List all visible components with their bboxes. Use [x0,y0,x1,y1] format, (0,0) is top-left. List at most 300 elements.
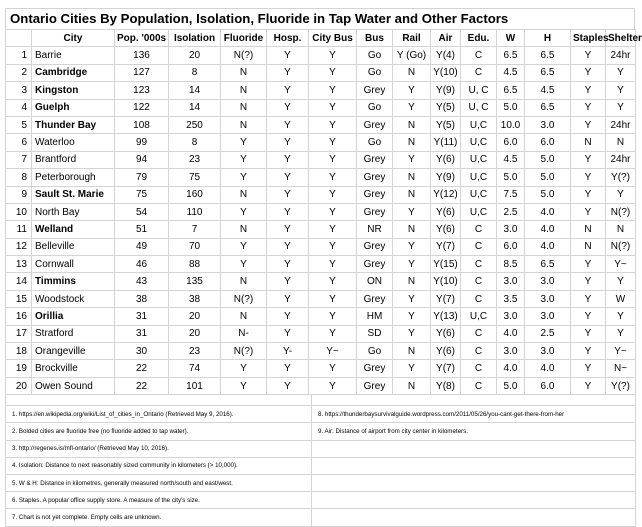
fluoride-cell: Y [221,203,267,220]
city-bus-cell: Y [309,377,357,394]
fluoride-cell: N [221,116,267,133]
air-cell: Y(6) [431,325,461,342]
table-row [6,238,636,255]
city-name: Guelph [32,99,115,116]
isolation-cell: 20 [169,308,221,325]
population-cell: 31 [115,308,169,325]
education-cell: C [461,290,497,307]
education-cell: U,C [461,169,497,186]
air-cell: Y(9) [431,82,461,99]
width-cell: 6.0 [497,134,525,151]
city-name: Thunder Bay [32,116,115,133]
table-row [6,290,636,307]
row-number: 1 [6,47,32,64]
city-bus-cell: Y [309,360,357,377]
population-cell: 38 [115,290,169,307]
education-cell: C [461,343,497,360]
hospital-cell: Y [267,256,309,273]
bus-cell: HM [357,308,393,325]
footnote-right: 9. Air: Distance of airport from city center in kilometers. [312,423,636,440]
row-number: 10 [6,203,32,220]
rail-cell: N [393,221,431,238]
shelter-cell: 24hr [606,47,636,64]
staples-cell: Y [571,290,606,307]
education-cell: U,C [461,116,497,133]
hospital-cell: Y [267,116,309,133]
city-name: Orillia [32,308,115,325]
width-cell: 4.5 [497,64,525,81]
population-cell: 54 [115,203,169,220]
isolation-cell: 8 [169,134,221,151]
footnote-right [312,440,636,457]
row-number: 14 [6,273,32,290]
rail-cell: Y (Go) [393,47,431,64]
width-cell: 6.0 [497,238,525,255]
education-cell: U, C [461,82,497,99]
education-cell: C [461,273,497,290]
width-cell: 6.5 [497,47,525,64]
width-cell: 4.0 [497,360,525,377]
notes-row [6,423,636,440]
bus-cell: Grey [357,377,393,394]
shelter-cell: Y [606,308,636,325]
width-cell: 4.5 [497,151,525,168]
city-name: Barrie [32,47,115,64]
column-header: Isolation [169,30,221,47]
city-bus-cell: Y [309,64,357,81]
city-bus-cell: Y [309,273,357,290]
rail-cell: Y [393,151,431,168]
rail-cell: N [393,186,431,203]
bus-cell: Grey [357,238,393,255]
row-number: 19 [6,360,32,377]
fluoride-cell: Y [221,256,267,273]
staples-cell: Y [571,273,606,290]
air-cell: Y(7) [431,290,461,307]
height-cell: 5.0 [525,186,571,203]
shelter-cell: 24hr [606,116,636,133]
air-cell: Y(5) [431,116,461,133]
shelter-cell: N [606,134,636,151]
city-name: Sault St. Marie [32,186,115,203]
staples-cell: N [571,238,606,255]
bus-cell: Go [357,64,393,81]
population-cell: 136 [115,47,169,64]
height-cell: 4.5 [525,82,571,99]
rail-cell: Y [393,203,431,220]
bus-cell: ON [357,273,393,290]
row-number: 8 [6,169,32,186]
column-header: City [32,30,115,47]
bus-cell: Go [357,343,393,360]
bus-cell: NR [357,221,393,238]
row-number: 9 [6,186,32,203]
footnote-right [312,509,636,526]
shelter-cell: N(?) [606,203,636,220]
bus-cell: Grey [357,360,393,377]
city-bus-cell: Y [309,221,357,238]
isolation-cell: 7 [169,221,221,238]
city-bus-cell: Y~ [309,343,357,360]
isolation-cell: 14 [169,99,221,116]
fluoride-cell: Y [221,238,267,255]
shelter-cell: N(?) [606,238,636,255]
education-cell: U,C [461,308,497,325]
footnote-left: 6. Staples. A popular office supply store. A measure of the city's size. [6,492,312,509]
education-cell: C [461,325,497,342]
fluoride-cell: N [221,82,267,99]
bus-cell: Grey [357,169,393,186]
rail-cell: N [393,377,431,394]
column-header: W [497,30,525,47]
hospital-cell: Y [267,308,309,325]
population-cell: 108 [115,116,169,133]
shelter-cell: Y [606,273,636,290]
education-cell: C [461,377,497,394]
notes-body [6,406,636,526]
hospital-cell: Y [267,47,309,64]
staples-cell: Y [571,256,606,273]
width-cell: 6.5 [497,82,525,99]
width-cell: 3.0 [497,343,525,360]
height-cell: 2.5 [525,325,571,342]
education-cell: C [461,360,497,377]
table-row [6,377,636,394]
height-cell: 3.0 [525,116,571,133]
bus-cell: SD [357,325,393,342]
rail-cell: Y [393,238,431,255]
city-name: Kingston [32,82,115,99]
isolation-cell: 23 [169,343,221,360]
isolation-cell: 70 [169,238,221,255]
city-bus-cell: Y [309,151,357,168]
isolation-cell: 75 [169,169,221,186]
education-cell: U,C [461,134,497,151]
height-cell: 6.5 [525,47,571,64]
fluoride-cell: Y [221,169,267,186]
staples-cell: Y [571,360,606,377]
table-row [6,343,636,360]
bus-cell: Go [357,99,393,116]
staples-cell: Y [571,47,606,64]
city-name: Welland [32,221,115,238]
bus-cell: Grey [357,290,393,307]
isolation-cell: 23 [169,151,221,168]
city-name: Timmins [32,273,115,290]
city-name: Cornwall [32,256,115,273]
column-header: Pop. '000s [115,30,169,47]
table-row [6,47,636,64]
air-cell: Y(15) [431,256,461,273]
hospital-cell: Y [267,221,309,238]
population-cell: 22 [115,360,169,377]
row-number: 6 [6,134,32,151]
staples-cell: Y [571,377,606,394]
sheet-title: Ontario Cities By Population, Isolation, Fluoride in Tap Water and Other Factors [5,8,635,29]
population-cell: 31 [115,325,169,342]
footnote-left: 2. Bolded cities are fluoride free (no fluoride added to tap water). [6,423,312,440]
air-cell: Y(8) [431,377,461,394]
fluoride-cell: N(?) [221,290,267,307]
rail-cell: Y [393,308,431,325]
city-bus-cell: Y [309,308,357,325]
spreadsheet [5,8,642,527]
column-header: Shelter [606,30,636,47]
shelter-cell: Y [606,82,636,99]
rail-cell: Y [393,290,431,307]
rail-cell: N [393,116,431,133]
fluoride-cell: N(?) [221,343,267,360]
column-header: Hosp. [267,30,309,47]
table-row [6,360,636,377]
rail-cell: N [393,273,431,290]
shelter-cell: N [606,221,636,238]
air-cell: Y(4) [431,47,461,64]
rail-cell: Y [393,325,431,342]
fluoride-cell: Y [221,377,267,394]
air-cell: Y(9) [431,169,461,186]
rail-cell: Y [393,256,431,273]
city-bus-cell: Y [309,47,357,64]
fluoride-cell: Y [221,360,267,377]
table-row [6,64,636,81]
width-cell: 2.5 [497,203,525,220]
city-name: Waterloo [32,134,115,151]
education-cell: C [461,47,497,64]
air-cell: Y(6) [431,221,461,238]
hospital-cell: Y [267,151,309,168]
width-cell: 4.0 [497,325,525,342]
bus-cell: Grey [357,151,393,168]
column-header: Edu. [461,30,497,47]
width-cell: 5.0 [497,169,525,186]
bus-cell: Grey [357,203,393,220]
notes-row [6,509,636,526]
isolation-cell: 38 [169,290,221,307]
hospital-cell: Y- [267,343,309,360]
air-cell: Y(12) [431,186,461,203]
staples-cell: Y [571,99,606,116]
height-cell: 6.5 [525,256,571,273]
hospital-cell: Y [267,203,309,220]
fluoride-cell: N [221,308,267,325]
city-bus-cell: Y [309,99,357,116]
isolation-cell: 160 [169,186,221,203]
hospital-cell: Y [267,325,309,342]
city-bus-cell: Y [309,82,357,99]
education-cell: C [461,64,497,81]
rail-cell: N [393,64,431,81]
population-cell: 122 [115,99,169,116]
air-cell: Y(6) [431,203,461,220]
notes-row [6,406,636,423]
air-cell: Y(6) [431,343,461,360]
row-number: 16 [6,308,32,325]
air-cell: Y(6) [431,151,461,168]
city-name: Owen Sound [32,377,115,394]
width-cell: 5.0 [497,377,525,394]
shelter-cell: N~ [606,360,636,377]
education-cell: C [461,238,497,255]
cities-table [5,29,642,395]
staples-cell: Y [571,343,606,360]
rail-cell: Y [393,99,431,116]
table-body [6,47,636,395]
fluoride-cell: N [221,186,267,203]
hospital-cell: Y [267,134,309,151]
city-name: Orangeville [32,343,115,360]
table-row [6,308,636,325]
population-cell: 51 [115,221,169,238]
fluoride-cell: N [221,64,267,81]
shelter-cell: Y~ [606,256,636,273]
table-row [6,221,636,238]
shelter-cell: 24hr [606,151,636,168]
rail-cell: Y [393,82,431,99]
column-header: Air [431,30,461,47]
city-name: Brockville [32,360,115,377]
row-number: 18 [6,343,32,360]
staples-cell: N [571,221,606,238]
column-header: H [525,30,571,47]
width-cell: 3.0 [497,308,525,325]
notes-table [5,395,636,526]
bus-cell: Grey [357,186,393,203]
fluoride-cell: N [221,221,267,238]
row-number: 4 [6,99,32,116]
city-name: Cambridge [32,64,115,81]
column-header: Fluoride [221,30,267,47]
hospital-cell: Y [267,273,309,290]
city-bus-cell: Y [309,169,357,186]
height-cell: 6.5 [525,99,571,116]
footnote-left: 7. Chart is not yet complete. Empty cells are unknown. [6,509,312,526]
fluoride-cell: N [221,273,267,290]
air-cell: Y(10) [431,64,461,81]
air-cell: Y(11) [431,134,461,151]
shelter-cell: Y [606,99,636,116]
rail-cell: N [393,169,431,186]
population-cell: 123 [115,82,169,99]
height-cell: 4.0 [525,360,571,377]
shelter-cell: Y(?) [606,169,636,186]
width-cell: 3.0 [497,273,525,290]
air-cell: Y(13) [431,308,461,325]
education-cell: U,C [461,151,497,168]
height-cell: 5.0 [525,169,571,186]
population-cell: 22 [115,377,169,394]
row-number: 12 [6,238,32,255]
row-number: 13 [6,256,32,273]
fluoride-cell: N(?) [221,47,267,64]
column-header: Bus [357,30,393,47]
hospital-cell: Y [267,169,309,186]
table-row [6,273,636,290]
staples-cell: Y [571,116,606,133]
education-cell: C [461,256,497,273]
education-cell: U,C [461,186,497,203]
height-cell: 6.0 [525,134,571,151]
isolation-cell: 8 [169,64,221,81]
isolation-cell: 135 [169,273,221,290]
table-row [6,256,636,273]
row-number: 2 [6,64,32,81]
table-row [6,169,636,186]
isolation-cell: 74 [169,360,221,377]
population-cell: 75 [115,186,169,203]
city-name: Woodstock [32,290,115,307]
shelter-cell: Y~ [606,343,636,360]
shelter-cell: W [606,290,636,307]
city-bus-cell: Y [309,186,357,203]
isolation-cell: 101 [169,377,221,394]
hospital-cell: Y [267,360,309,377]
height-cell: 6.0 [525,377,571,394]
population-cell: 30 [115,343,169,360]
city-bus-cell: Y [309,325,357,342]
fluoride-cell: N [221,99,267,116]
notes-row [6,474,636,491]
air-cell: Y(5) [431,99,461,116]
hospital-cell: Y [267,82,309,99]
staples-cell: Y [571,169,606,186]
bus-cell: Go [357,134,393,151]
footnote-right [312,474,636,491]
city-name: Peterborough [32,169,115,186]
shelter-cell: Y [606,64,636,81]
city-bus-cell: Y [309,290,357,307]
staples-cell: Y [571,203,606,220]
table-row [6,186,636,203]
population-cell: 127 [115,64,169,81]
isolation-cell: 20 [169,325,221,342]
notes-row [6,440,636,457]
row-number: 20 [6,377,32,394]
city-bus-cell: Y [309,116,357,133]
rail-cell: N [393,343,431,360]
footnote-right [312,457,636,474]
width-cell: 5.0 [497,99,525,116]
height-cell: 6.5 [525,64,571,81]
population-cell: 94 [115,151,169,168]
staples-cell: Y [571,64,606,81]
row-number: 17 [6,325,32,342]
column-header: Rail [393,30,431,47]
height-cell: 3.0 [525,290,571,307]
rail-cell: Y [393,360,431,377]
isolation-cell: 14 [169,82,221,99]
hospital-cell: Y [267,290,309,307]
city-bus-cell: Y [309,203,357,220]
staples-cell: Y [571,308,606,325]
column-header [6,30,32,47]
rail-cell: N [393,134,431,151]
city-name: Brantford [32,151,115,168]
shelter-cell: Y [606,186,636,203]
footnote-right: 8. https://thunderbaysurvivalguide.wordpress.com/2011/05/26/you-cant-get-there-from-her [312,406,636,423]
footnote-left: 3. http://regenes.is/mfl-ontario/ (Retrieved May 10, 2016). [6,440,312,457]
education-cell: U,C [461,203,497,220]
spacer-row [6,395,636,406]
table-row [6,99,636,116]
height-cell: 4.0 [525,221,571,238]
footnote-left: 4. Isolation: Distance to next reasonably sized community in kilometers (> 10,000). [6,457,312,474]
width-cell: 3.0 [497,221,525,238]
city-bus-cell: Y [309,238,357,255]
fluoride-cell: Y [221,134,267,151]
table-row [6,203,636,220]
population-cell: 49 [115,238,169,255]
